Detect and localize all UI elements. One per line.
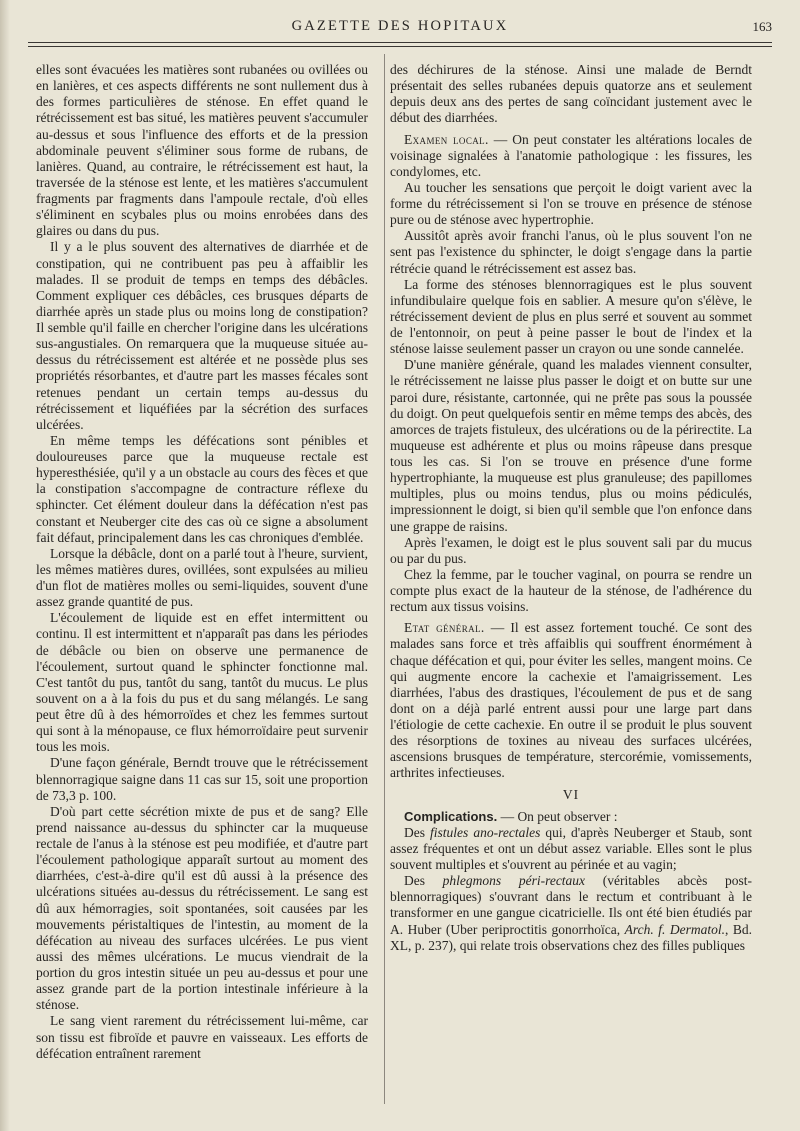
paragraph: Chez la femme, par le toucher vaginal, on pourra se rendre un compte plus exact de la hauteur de la sténose, de l'adhérence du rectum aux tissus voisins. [390, 566, 752, 615]
paragraph: L'écoulement de liquide est en effet intermittent ou continu. Il est intermittent et n'apparaît pas dans les périodes de débâcle ou bien on observe une permanence de l'écoulement, surtout quand le sphincter fonctionne mal. C'est tantôt du pus, tantôt du sang, tantôt du mucus. Le plus souvent on a à la fois du pus et du sang mélangés. Le sang peut être dû à des hémorroïdes et chez les femmes surtout qui sont à la ménopause, ce flux hémorroïdaire peut survenir tous les mois. [36, 610, 368, 755]
italic-term: fistules ano-rectales [430, 824, 541, 840]
header-rule-top [28, 42, 772, 43]
paragraph: Le sang vient rarement du rétrécissement lui-même, car son tissu est fibroïde et pauvre en vaisseaux. Les efforts de défécation entraînent rarement [36, 1013, 368, 1061]
paragraph: La forme des sténoses blennorragiques est le plus souvent infundibulaire quelque fois en sablier. A mesure qu'on s'élève, le rétrécissement devient de plus en plus serré et souvent au sommet de l'entonnoir, on peut à peine passer le bout de l'index et la sténose laisse seulement passer un crayon ou une sonde cannelée. [390, 276, 752, 357]
paragraph: D'une manière générale, quand les malades viennent consulter, le rétrécissement ne laisse plus passer le doigt et on butte sur une paroi dure, résistante, cartonnée, qui ne prête pas sous la poussée du doigt. On peut quelquefois sentir en même temps des abcès, des amorces de trajets fistuleux, des ulcérations ou de la périrectite. La muqueuse est adhérente et plus ou moins râpeuse dans presque tous les cas. Si l'on se trouve en présence d'une forme hypertrophiante, la muqueuse est plus granuleuse; des papillomes multiples, plus ou moins tendus, plus ou moins pédiculés, impressionnent le doigt, si bien qu'il semble que l'on enfonce dans une grappe de raisins. [390, 357, 752, 534]
paragraph-text: — On peut observer : [497, 808, 618, 824]
paragraph: En même temps les défécations sont pénibles et douloureuses parce que la muqueuse rectale est hyperesthésiée, qu'il y a un obstacle au cours des fèces et que la constipation s'accompagne de contracture réflexe du sphincter. Cet élément douleur dans la défécation n'est pas constant et Neuberger cite des cas où ce signe a absolument fait défaut, principalement dans les cas chroniques d'emblée. [36, 432, 368, 545]
right-column [390, 62, 752, 954]
section-number: VI [562, 786, 580, 802]
page-number: 163 [752, 19, 772, 34]
examen-local-paragraph [390, 132, 752, 180]
section-heading-complications: Complications. [404, 808, 498, 824]
paragraph-text: — On peut constater les altérations locales de voisinage signalées à l'anatomie pathologique : les fissures, les condylomes, etc. [390, 131, 752, 179]
etat-general-paragraph [390, 620, 752, 781]
paragraph: Après l'examen, le doigt est le plus souvent sali par du mucus ou par du pus. [390, 534, 752, 566]
complications-paragraph [390, 809, 752, 825]
column-divider [384, 54, 385, 1104]
paragraph: elles sont évacuées les matières sont rubanées ou ovillées ou en lanières, et ces aspects différents ne sont nullement dus à des formes particulières de sténose. En effet quand le rétrécissement est bas situé, les matières peuvent s'accumuler au-dessus et sous l'influence des efforts et de la pression abdominale peuvent s'éliminer sous forme de rubans, de lanières. Quand, au contraire, le rétrécissement est haut, la traversée de la sténose est lente, et les matières s'accumulent fragments par fragments dans l'ampoule rectale, d'où elles s'éliminent en scybales plus ou moins enrobées dans des glaires ou dans du pus. [36, 62, 368, 239]
page-header [28, 18, 772, 42]
paragraph: Il y a le plus souvent des alternatives de diarrhée et de constipation, qui ne contribuent pas peu à affaiblir les malades. Il se produit de temps en temps des débâcles. Comment expliquer ces débâcles, ces brusques départs de diarrhée après un stade plus ou moins long de constipation? Il semble qu'il faille en chercher l'origine dans les ulcérations sus-angustiales. On remarquera que la muqueuse située au-dessus du rétrécissement est altérée et ne possède plus ses propriétés résorbantes, et d'autre part les masses fécales sont retenues pendant un certain temps au-dessus du rétrécissement et liquéfiées par la sécrétion des surfaces ulcérées. [36, 239, 368, 432]
paragraph: D'une façon générale, Berndt trouve que le rétrécissement blennorragique saigne dans 11 cas sur 15, soit une proportion de 73,3 p. 100. [36, 755, 368, 803]
header-rule-bottom [28, 46, 772, 47]
paragraph: D'où part cette sécrétion mixte de pus et de sang? Elle prend naissance au-dessus du sphincter car la muqueuse rectale de l'anus à la sténose est peu modifiée, et d'autre part l'écoulement pathologique apparaît surtout au moment des diarrhées, c'est-à-dire qu'il est dû aussi à la présence des ulcérations situées au-dessus du rétrécissement. Le sang est dû aux hémorragies, soit spontanées, soit causées par les mouvements péristaltiques de l'intestin, au moment de la défécation au niveau des surfaces ulcérées. Le pus vient aussi des mêmes ulcérations. Le mucus viendrait de la portion du gros intestin située un peu au-dessus et pour une assez grande part de la portion intestinale inférieure à la sténose. [36, 803, 368, 1013]
fistules-paragraph: Des fistules ano-rectales qui, d'après Neuberger et Staub, sont assez fréquentes et ont un début assez variable. Elles sont le plus souvent multiples et s'ouvrent au périnée et au vagin; [390, 824, 752, 872]
italic-citation: Arch. f. Dermatol. [624, 921, 725, 937]
journal-title: GAZETTE DES HOPITAUX [291, 18, 509, 34]
italic-term: phlegmons péri-rectaux [442, 873, 586, 889]
phlegmons-paragraph: Des phlegmons péri-rectaux (véritables abcès post-blennorragiques) s'ouvrant dans le rectum et contribuant à le transformer en une gangue cicatricielle. Ils ont été bien étudiés par A. Huber (Uber periproctitis gonorrhoïca, Arch. f. Dermatol., Bd. XL, p. 237), qui relate trois observations chez des filles publiques [390, 873, 753, 953]
paragraph: Au toucher les sensations que perçoit le doigt varient avec la forme du rétrécissement si l'on se trouve en présence de sténose pure ou de sténose avec hypertrophie. [390, 179, 752, 228]
paragraph: Aussitôt après avoir franchi l'anus, où le plus souvent l'on ne sent pas l'existence du sphincter, le doigt s'engage dans la partie rétrécie quand le rétrécissement est assez bas. [390, 228, 752, 276]
paragraph: Lorsque la débâcle, dont on a parlé tout à l'heure, survient, les mêmes matières dures, ovillées, sont expulsées au milieu d'un flot de matières molles ou semi-liquides, souvent d'une assez grande quantité de pus. [36, 545, 368, 610]
section-heading-examen-local: Examen local. [404, 131, 489, 147]
left-column [36, 62, 368, 1062]
paragraph: des déchirures de la sténose. Ainsi une malade de Berndt présentait des selles rubanées depuis quatorze ans et seulement depuis deux ans des pertes de sang coïncidant justement avec le début des diarrhées. [390, 62, 752, 126]
section-heading-etat-general: Etat général. [404, 620, 485, 636]
paragraph-text: — Il est assez fortement touché. Ce sont des malades sans force et très affaiblis qui souffrent énormément à chaque défécation et qui, pour éviter les selles, mangent moins. Ce qui augmente encore la cachexie et l'amaigrissement. Les diarrhées, l'abus des drastiques, l'écoulement de pus et de sang dont on a déjà parlé entrent aussi pour une large part dans l'étiologie de cette cachexie. En outre il se produit le plus souvent des résorptions de toxines au niveau des surfaces ulcérées, ascensions brusques de température, stercorémie, vomissements, arthrites infectieuses. [390, 620, 753, 781]
page-edge-shadow [0, 0, 10, 1131]
